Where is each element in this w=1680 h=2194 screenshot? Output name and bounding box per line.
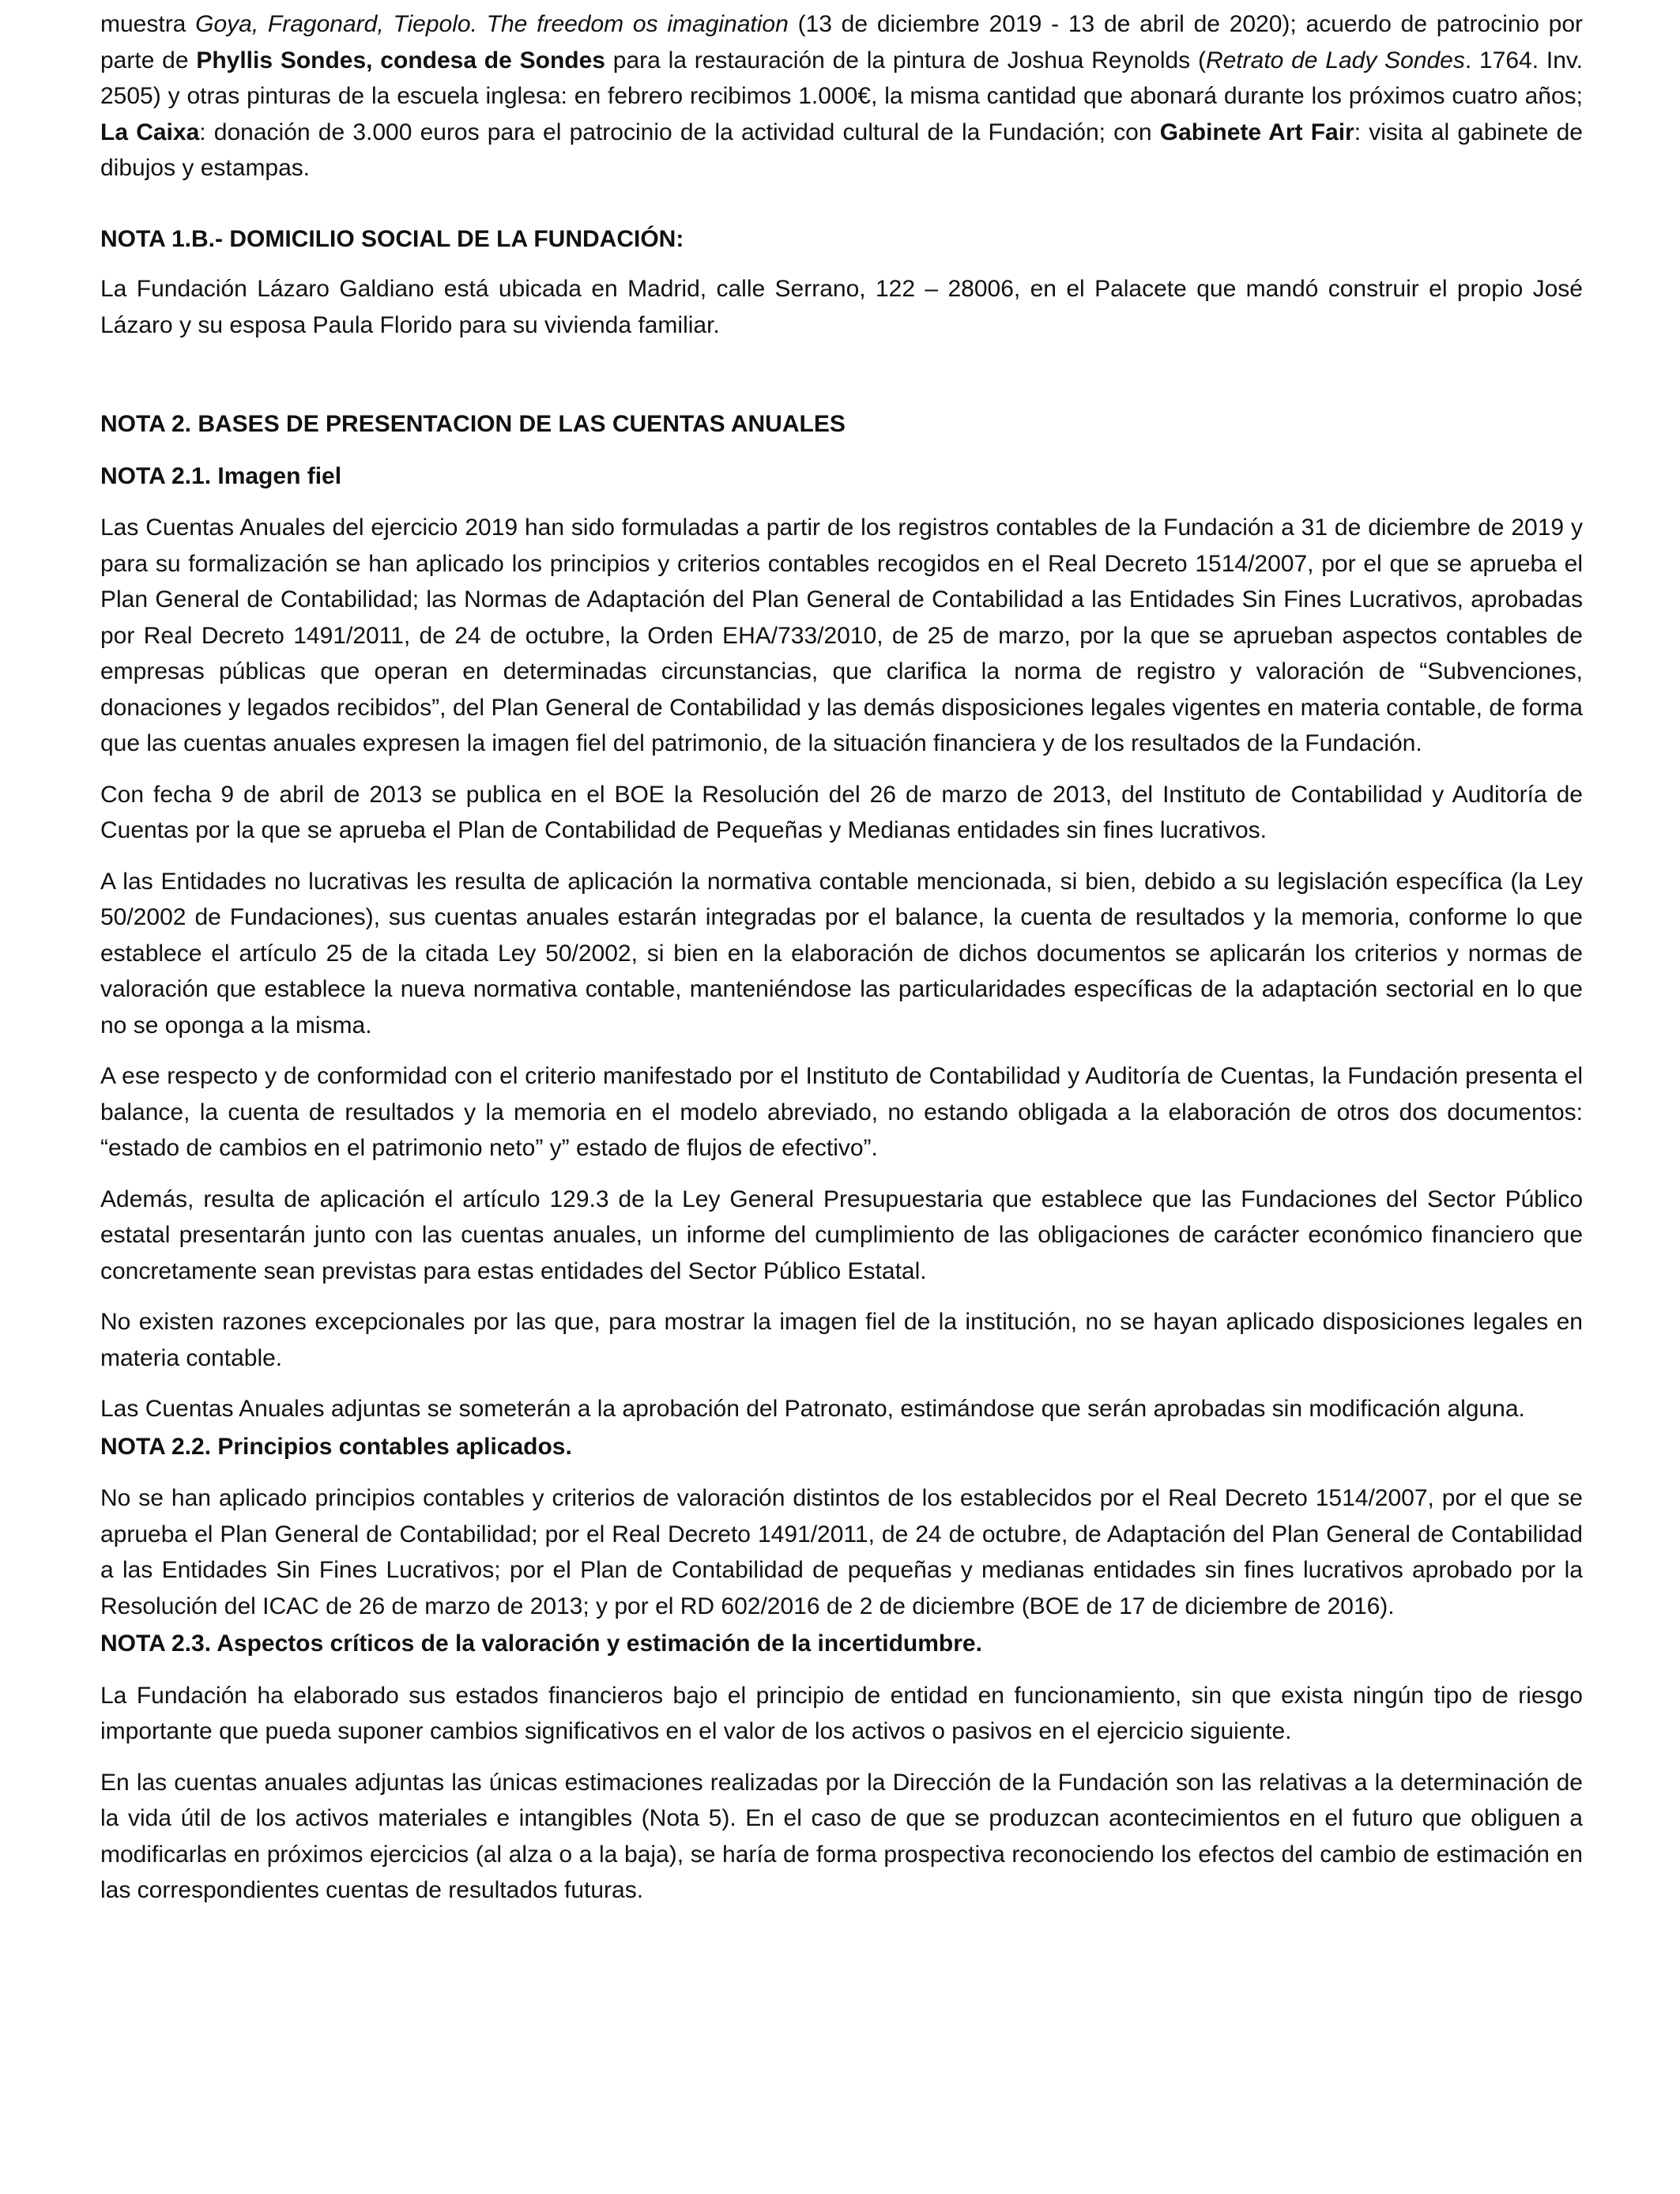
intro-text: : donación de 3.000 euros para el patrocinio de la actividad cultural de la Fundación; con [199, 119, 1160, 145]
section-heading-nota-2-2: NOTA 2.2. Principios contables aplicados. [100, 1433, 572, 1460]
paragraph: No se han aplicado principios contables y criterios de valoración distintos de los establecidos por el Real Decreto 1514/2007, por el que se aprueba el Plan General de Contabilidad; por el Real Decreto 1491/2011, de 24 de octubre, de Adaptación del Plan General de Contabilidad a las Entidades Sin Fines Lucrativos; por el Plan de Contabilidad de pequeñas y medianas entidades sin fines lucrativos aprobado por la Resolución del ICAC de 26 de marzo de 2013; y por el RD 602/2016 de 2 de diciembre (BOE de 17 de diciembre de 2016). [100, 1485, 1583, 1619]
section-heading-nota-2-3: NOTA 2.3. Aspectos críticos de la valoración y estimación de la incertidumbre. [100, 1630, 982, 1657]
paragraph: No existen razones excepcionales por las que, para mostrar la imagen fiel de la institución, no se hayan aplicado disposiciones legales en materia contable. [100, 1309, 1583, 1371]
sponsor-name: Gabinete Art Fair [1159, 119, 1354, 145]
intro-text: para la restauración de la pintura de Joshua Reynolds ( [605, 47, 1206, 74]
paragraph: Las Cuentas Anuales del ejercicio 2019 han sido formuladas a partir de los registros contables de la Fundación a 31 de diciembre de 2019 y para su formalización se han aplicado los principios y criterios contables recogidos en el Real Decreto 1514/2007, por el que se aprueba el Plan General de Contabilidad; las Normas de Adaptación del Plan General de Contabilidad a las Entidades Sin Fines Lucrativos, aprobadas por Real Decreto 1491/2011, de 24 de octubre, la Orden EHA/733/2010, de 25 de marzo, por la que se aprueban aspectos contables de empresas públicas que operan en determinadas circunstancias, que clarifica la norma de registro y valoración de “Subvenciones, donaciones y legados recibidos”, del Plan General de Contabilidad y las demás disposiciones legales vigentes en materia contable, de forma que las cuentas anuales expresen la imagen fiel del patrimonio, de la situación financiera y de los resultados de la Fundación. [100, 515, 1583, 756]
paragraph: La Fundación ha elaborado sus estados financieros bajo el principio de entidad en funcionamiento, sin que exista ningún tipo de riesgo importante que pueda suponer cambios significativos en el valor de los activos o pasivos en el ejercicio siguiente. [100, 1682, 1583, 1744]
intro-text: . 1764. Inv. 2505) y otras pinturas de la escuela inglesa: en febrero recibimos 1.000€, la misma cantidad que abonará durante los próximos cuatro años; [100, 47, 1583, 109]
exhibition-title: Goya, Fragonard, Tiepolo. The freedom os imagination [195, 11, 789, 37]
paragraph: Las Cuentas Anuales adjuntas se someterán a la aprobación del Patronato, estimándose que serán aprobadas sin modificación alguna. [100, 1396, 1525, 1422]
paragraph: Además, resulta de aplicación el artículo 129.3 de la Ley General Presupuestaria que establece que las Fundaciones del Sector Público estatal presentarán junto con las cuentas anuales, un informe del cumplimiento de las obligaciones de carácter económico financiero que concretamente sean previstas para estas entidades del Sector Público Estatal. [100, 1186, 1583, 1284]
section-heading-nota-2: NOTA 2. BASES DE PRESENTACION DE LAS CUENTAS ANUALES [100, 411, 846, 437]
intro-text: (13 de diciembre 2019 - 13 de abril de 2020); acuerdo de patrocinio por parte de [100, 11, 1584, 74]
intro-text: : visita al gabinete de dibujos y estampas. [100, 119, 1583, 181]
intro-text: muestra [100, 11, 196, 37]
paragraph: En las cuentas anuales adjuntas las únicas estimaciones realizadas por la Dirección de la Fundación son las relativas a la determinación de la vida útil de los activos materiales e intangibles (Nota 5). En el caso de que se produzcan acontecimientos en el futuro que obliguen a modificarlas en próximos ejercicios (al alza o a la baja), se haría de forma prospectiva reconociendo los efectos del cambio de estimación en las correspondientes cuentas de resultados futuras. [100, 1769, 1583, 1903]
paragraph: A ese respecto y de conformidad con el criterio manifestado por el Instituto de Contabilidad y Auditoría de Cuentas, la Fundación presenta el balance, la cuenta de resultados y la memoria en el modelo abreviado, no estando obligada a la elaboración de otros dos documentos: “estado de cambios en el patrimonio neto” y” estado de flujos de efectivo”. [100, 1063, 1583, 1161]
section-heading-nota-2-1: NOTA 2.1. Imagen fiel [100, 462, 342, 489]
intro-paragraph [100, 6, 1583, 187]
paragraph: Con fecha 9 de abril de 2013 se publica en el BOE la Resolución del 26 de marzo de 2013, del Instituto de Contabilidad y Auditoría de Cuentas por la que se aprueba el Plan de Contabilidad de Pequeñas y Medianas entidades sin fines lucrativos. [100, 781, 1583, 843]
sponsor-name: La Caixa [100, 119, 200, 145]
sponsor-name: Phyllis Sondes, condesa de Sondes [196, 47, 605, 74]
section-heading-nota-1b: NOTA 1.B.- DOMICILIO SOCIAL DE LA FUNDACIÓN: [100, 225, 684, 252]
paragraph: A las Entidades no lucrativas les resulta de aplicación la normativa contable mencionada, si bien, debido a su legislación específica (la Ley 50/2002 de Fundaciones), sus cuentas anuales estarán integradas por el balance, la cuenta de resultados y la memoria, conforme lo que establece el artículo 25 de la citada Ley 50/2002, si bien en la elaboración de dichos documentos se aplicarán los criterios y normas de valoración que establece la nueva normativa contable, manteniéndose las particularidades específicas de la adaptación sectorial en lo que no se oponga a la misma. [100, 868, 1583, 1039]
painting-title: Retrato de Lady Sondes [1205, 47, 1465, 74]
paragraph: La Fundación Lázaro Galdiano está ubicada en Madrid, calle Serrano, 122 – 28006, en el Palacete que mandó construir el propio José Lázaro y su esposa Paula Florido para su vivienda familiar. [100, 276, 1583, 338]
document-page [100, 6, 1583, 1924]
